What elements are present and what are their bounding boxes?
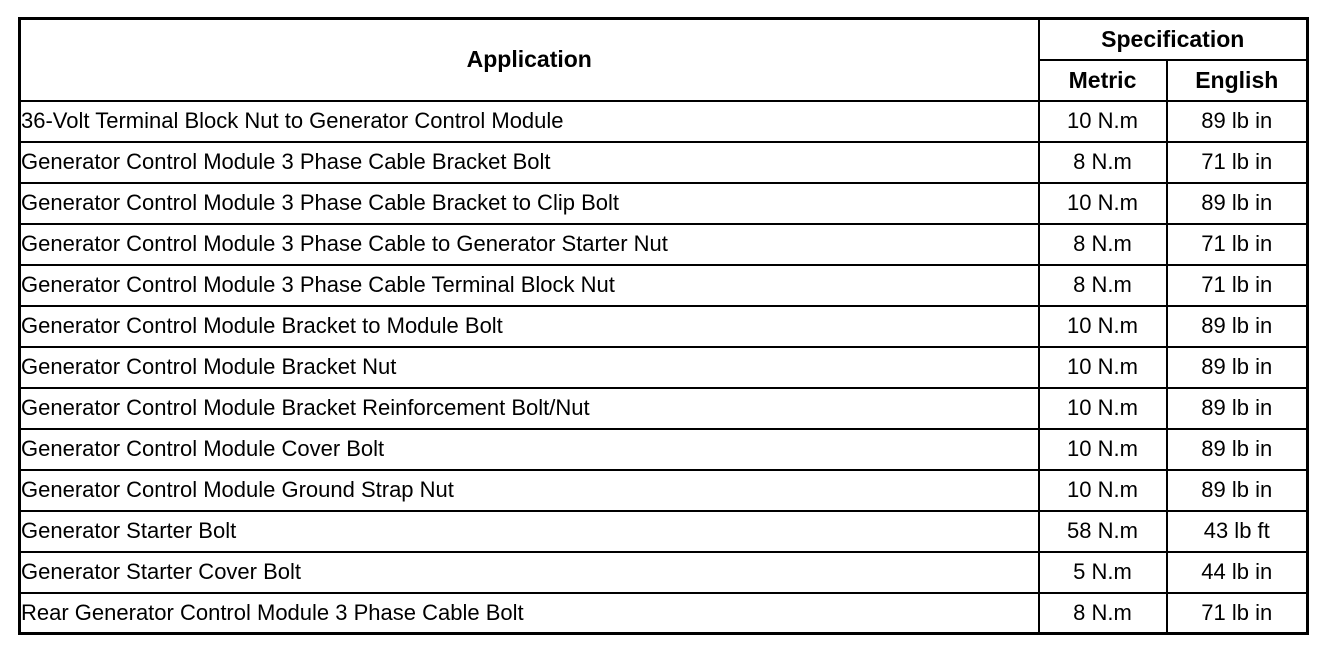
cell-english: 89 lb in bbox=[1167, 347, 1308, 388]
cell-english: 89 lb in bbox=[1167, 470, 1308, 511]
cell-metric: 10 N.m bbox=[1039, 306, 1167, 347]
cell-english: 71 lb in bbox=[1167, 224, 1308, 265]
cell-english: 44 lb in bbox=[1167, 552, 1308, 593]
table-row bbox=[20, 224, 1308, 265]
cell-metric: 10 N.m bbox=[1039, 470, 1167, 511]
cell-english: 89 lb in bbox=[1167, 101, 1308, 142]
header-application: Application bbox=[20, 19, 1039, 101]
cell-metric: 5 N.m bbox=[1039, 552, 1167, 593]
cell-metric: 8 N.m bbox=[1039, 224, 1167, 265]
table-row bbox=[20, 183, 1308, 224]
table-row bbox=[20, 593, 1308, 634]
cell-english: 89 lb in bbox=[1167, 183, 1308, 224]
cell-english: 89 lb in bbox=[1167, 429, 1308, 470]
cell-english: 89 lb in bbox=[1167, 306, 1308, 347]
cell-application: Generator Control Module Bracket Reinforcement Bolt/Nut bbox=[20, 388, 1039, 429]
cell-metric: 10 N.m bbox=[1039, 101, 1167, 142]
table-row bbox=[20, 306, 1308, 347]
cell-english: 71 lb in bbox=[1167, 265, 1308, 306]
header-english: English bbox=[1167, 60, 1308, 101]
table-row bbox=[20, 101, 1308, 142]
table-header bbox=[20, 19, 1308, 101]
header-metric: Metric bbox=[1039, 60, 1167, 101]
cell-metric: 10 N.m bbox=[1039, 388, 1167, 429]
cell-application: Generator Control Module 3 Phase Cable Bracket to Clip Bolt bbox=[20, 183, 1039, 224]
cell-english: 43 lb ft bbox=[1167, 511, 1308, 552]
cell-english: 71 lb in bbox=[1167, 593, 1308, 634]
cell-metric: 8 N.m bbox=[1039, 265, 1167, 306]
cell-application: Rear Generator Control Module 3 Phase Cable Bolt bbox=[20, 593, 1039, 634]
table-row bbox=[20, 347, 1308, 388]
table-row bbox=[20, 511, 1308, 552]
cell-application: Generator Control Module 3 Phase Cable Bracket Bolt bbox=[20, 142, 1039, 183]
cell-application: Generator Control Module Cover Bolt bbox=[20, 429, 1039, 470]
cell-application: Generator Starter Cover Bolt bbox=[20, 552, 1039, 593]
cell-metric: 8 N.m bbox=[1039, 142, 1167, 183]
cell-application: Generator Control Module Bracket Nut bbox=[20, 347, 1039, 388]
cell-application: Generator Control Module 3 Phase Cable Terminal Block Nut bbox=[20, 265, 1039, 306]
table-row bbox=[20, 429, 1308, 470]
cell-application: Generator Control Module Bracket to Module Bolt bbox=[20, 306, 1039, 347]
cell-english: 71 lb in bbox=[1167, 142, 1308, 183]
table-row bbox=[20, 552, 1308, 593]
header-specification: Specification bbox=[1039, 19, 1308, 60]
table-row bbox=[20, 265, 1308, 306]
cell-metric: 8 N.m bbox=[1039, 593, 1167, 634]
table-row bbox=[20, 142, 1308, 183]
cell-english: 89 lb in bbox=[1167, 388, 1308, 429]
cell-application: Generator Control Module Ground Strap Nut bbox=[20, 470, 1039, 511]
cell-application: Generator Control Module 3 Phase Cable to Generator Starter Nut bbox=[20, 224, 1039, 265]
table-body bbox=[20, 101, 1308, 634]
cell-metric: 10 N.m bbox=[1039, 183, 1167, 224]
torque-spec-table bbox=[18, 17, 1309, 635]
cell-application: Generator Starter Bolt bbox=[20, 511, 1039, 552]
table-row bbox=[20, 388, 1308, 429]
cell-metric: 58 N.m bbox=[1039, 511, 1167, 552]
cell-application: 36-Volt Terminal Block Nut to Generator Control Module bbox=[20, 101, 1039, 142]
cell-metric: 10 N.m bbox=[1039, 347, 1167, 388]
cell-metric: 10 N.m bbox=[1039, 429, 1167, 470]
table-row bbox=[20, 470, 1308, 511]
